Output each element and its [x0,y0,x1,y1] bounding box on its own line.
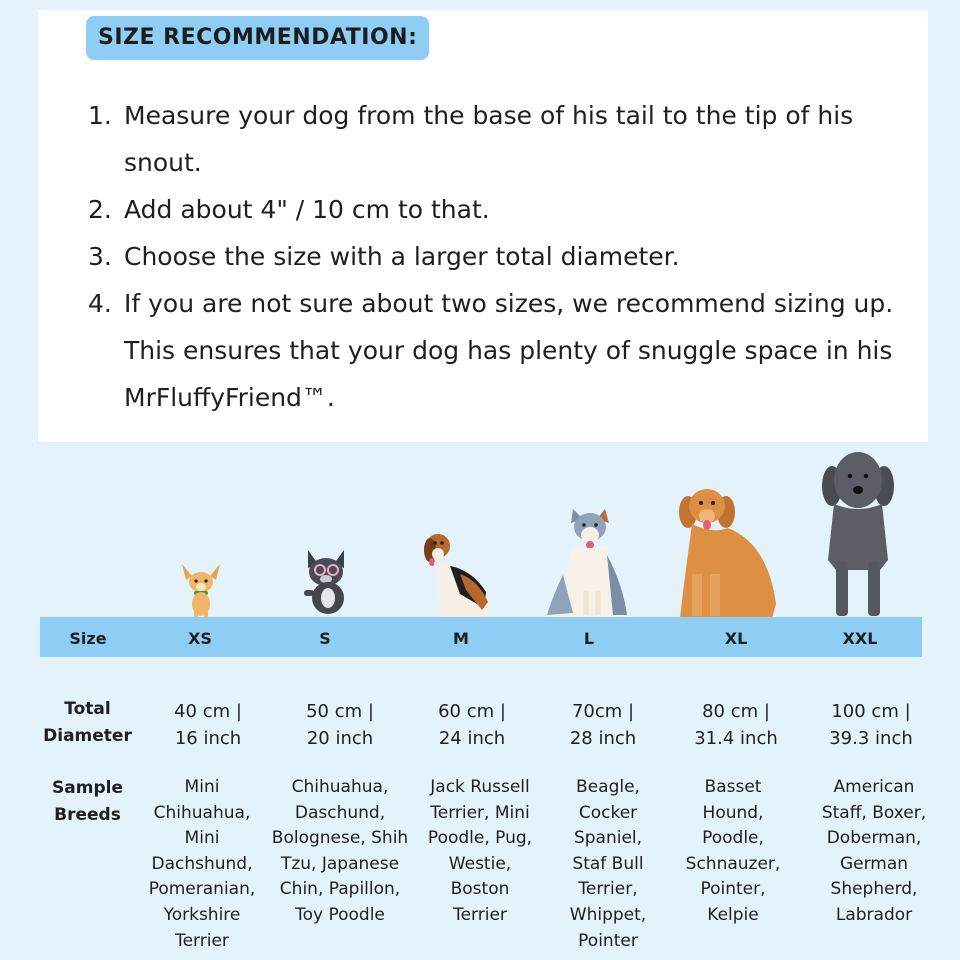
french-bulldog-illustration [296,546,356,618]
size-xl: XL [724,629,748,648]
breed-line: Doberman, [826,828,922,849]
breed-line: Staff, Boxer, [821,802,927,823]
diameter-cm: 80 cm | [702,701,770,722]
breed-line: Chihuahua, [291,777,389,797]
diameter-cm: 50 cm | [306,701,374,722]
section-heading: SIZE RECOMMENDATION: [86,16,429,60]
diameter-s [275,698,405,752]
step-text: Measure your dog from the base of his tail to the tip of his snout. [124,101,854,177]
step-item [88,233,918,280]
beagle-illustration [420,532,492,618]
step-text: Add about 4" / 10 cm to that. [124,195,490,224]
size-xxl: XXL [842,629,878,648]
row-label-line: Total [64,699,111,719]
step-text: Choose the size with a larger total diameter. [124,242,680,271]
australian-shepherd-illustration [543,505,631,618]
step-number: 4. [88,289,112,318]
breed-line: Mini [184,777,220,797]
size-s: S [319,629,331,648]
golden-retriever-illustration [672,484,780,618]
breed-line: Toy Poodle [295,904,385,925]
breed-line: Beagle, [576,777,640,797]
breed-line: Daschund, [294,802,386,823]
breed-line: Basset [704,777,762,797]
row-label-line: Breeds [54,805,121,825]
breeds-s [270,775,410,929]
breed-line: Spaniel, [573,828,643,849]
size-label: Size [69,629,107,648]
diameter-cm: 100 cm | [831,701,911,722]
breed-line: Terrier, [578,879,638,900]
step-item [88,92,918,186]
breed-line: Yorkshire [163,904,241,925]
breed-line: Tzu, Japanese [280,853,400,874]
breed-line: Labrador [835,904,913,925]
step-item [88,186,918,233]
size-xs: XS [188,629,212,648]
breeds-row-label [30,775,145,829]
breed-line: Pointer, [700,879,766,900]
breed-line: Mini [184,828,220,849]
diameter-xs [143,698,273,752]
breed-line: Poodle, Pug, [427,828,533,849]
diameter-cm: 40 cm | [174,701,242,722]
size-m: M [453,629,469,648]
diameter-inch: 20 inch [306,728,374,749]
breed-line: Kelpie [707,904,759,925]
breeds-xl [663,775,803,929]
breed-line: Boston [450,879,510,900]
breed-line: Terrier [175,930,229,951]
diameter-inch: 16 inch [174,728,242,749]
breed-line: American [833,777,915,797]
diameter-row-label [30,696,145,750]
diameter-m [407,698,537,752]
breed-line: Staf Bull [572,853,644,874]
diameter-l [538,698,668,752]
step-text: If you are not sure about two sizes, we recommend sizing up. This ensures that your dog has plenty of snuggle space in his MrFluffyFriend™. [124,289,894,412]
breed-line: Whippet, [569,904,647,925]
diameter-xxl [806,698,936,752]
instruction-list [88,92,918,421]
breed-line: German [839,853,909,874]
diameter-cm: 70cm | [571,701,635,722]
diameter-inch: 28 inch [569,728,637,749]
row-label-line: Diameter [43,726,132,746]
breed-line: Terrier, Mini [430,802,530,823]
breed-line: Terrier [453,904,507,925]
step-number: 3. [88,242,112,271]
breed-line: Schnauzer, [685,853,781,874]
diameter-cm: 60 cm | [438,701,506,722]
breed-line: Poodle, [702,828,764,849]
step-number: 2. [88,195,112,224]
newfoundland-illustration [820,450,896,618]
breed-line: Bolognese, Shih [271,828,409,849]
breed-line: Shepherd, [830,879,918,900]
breeds-m [410,775,550,929]
breeds-l [538,775,678,954]
diameter-inch: 39.3 inch [829,728,913,749]
diameter-inch: 31.4 inch [694,728,778,749]
step-number: 1. [88,101,112,130]
breed-line: Cocker [578,802,638,823]
diameter-inch: 24 inch [438,728,506,749]
breeds-xs [132,775,272,954]
breed-line: Chihuahua, [153,802,251,823]
chihuahua-illustration [176,562,226,618]
breed-line: Westie, [448,853,512,874]
breed-line: Jack Russell [430,777,530,797]
breed-line: Pointer [578,930,638,951]
breeds-xxl [804,775,944,929]
row-label-line: Sample [52,778,123,798]
breed-line: Pomeranian, [148,879,256,900]
size-l: L [583,629,595,648]
breed-line: Dachshund, [151,853,253,874]
diameter-xl [671,698,801,752]
breed-line: Hound, [702,802,764,823]
step-item [88,280,918,421]
breed-line: Chin, Papillon, [279,879,401,900]
